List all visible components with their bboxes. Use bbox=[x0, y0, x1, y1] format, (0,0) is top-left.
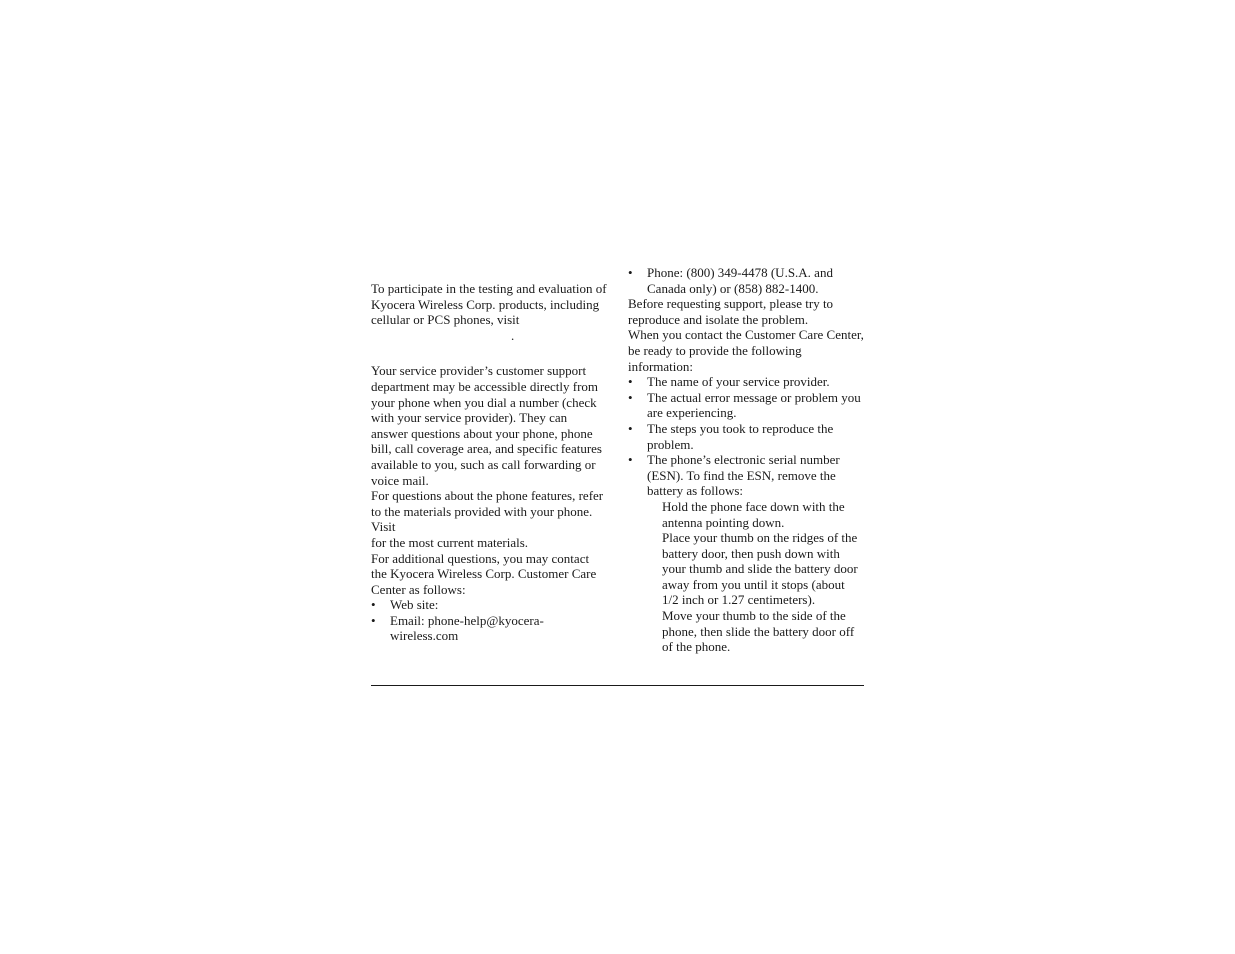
list-item bbox=[628, 374, 864, 390]
testing-paragraph bbox=[371, 281, 607, 343]
bullet-icon: • bbox=[628, 452, 633, 468]
features-paragraph bbox=[371, 488, 607, 550]
features-text: For questions about the phone features, refer to the materials provided with your phone. Visit bbox=[371, 488, 604, 535]
phone-item: Phone: (800) 349-4478 (U.S.A. and Canada only) or (858) 882-1400. bbox=[647, 265, 833, 296]
battery-steps bbox=[628, 499, 864, 655]
before-paragraph: Before requesting support, please try to reproduce and isolate the problem. bbox=[628, 296, 834, 327]
ready-paragraph: When you contact the Customer Care Center, be ready to provide the following information: bbox=[628, 327, 864, 374]
step-item: Hold the phone face down with the antenna pointing down. bbox=[662, 498, 845, 530]
bullet-icon: • bbox=[628, 420, 633, 436]
info-item: The steps you took to reproduce the problem. bbox=[647, 420, 834, 452]
info-list bbox=[628, 374, 864, 499]
step-item: Move your thumb to the side of the phone, then slide the battery door off of the phone. bbox=[662, 608, 855, 655]
list-item bbox=[371, 613, 607, 644]
bullet-icon: • bbox=[371, 597, 376, 613]
list-item bbox=[628, 421, 864, 452]
contact-paragraph: For additional questions, you may contact the Kyocera Wireless Corp. Customer Care Center as follows: bbox=[371, 550, 597, 597]
section-gap bbox=[371, 343, 607, 363]
bullet-icon: • bbox=[628, 374, 633, 390]
list-item bbox=[628, 390, 864, 421]
footer-divider bbox=[371, 685, 864, 686]
info-item: The phone’s electronic serial number (ESN). To find the ESN, remove the battery as follows: bbox=[647, 452, 840, 499]
list-item bbox=[628, 452, 864, 499]
web-site-item: Web site: bbox=[390, 597, 439, 613]
contact-list bbox=[371, 597, 607, 644]
step-item: Place your thumb on the ridges of the battery door, then push down with your thumb and slide the battery door away from you until it stops (about 1/2 inch or 1.27 centimeters). bbox=[662, 530, 858, 608]
list-item bbox=[371, 597, 607, 613]
right-column bbox=[628, 265, 864, 655]
support-paragraph: Your service provider’s customer support department may be accessible directly from your phone when you dial a number (check with your service provider). They can answer questions about your phone, phone bill, call coverage area, and specific features available to you, such as call forwarding or voice mail. bbox=[371, 363, 602, 488]
testing-period: . bbox=[511, 327, 515, 343]
left-column bbox=[371, 281, 607, 644]
info-item: The actual error message or problem you are experiencing. bbox=[647, 389, 861, 421]
list-item bbox=[628, 265, 864, 296]
testing-text: To participate in the testing and evaluation of Kyocera Wireless Corp. products, including cellular or PCS phones, visit bbox=[371, 281, 607, 328]
bullet-icon: • bbox=[628, 389, 633, 405]
features-text-end: for the most current materials. bbox=[371, 534, 529, 550]
phone-list bbox=[628, 265, 864, 296]
info-item: The name of your service provider. bbox=[647, 374, 830, 390]
bullet-icon: • bbox=[371, 612, 376, 628]
email-item[interactable]: Email: phone-help@kyocera-wireless.com bbox=[390, 612, 544, 644]
bullet-icon: • bbox=[628, 265, 633, 280]
